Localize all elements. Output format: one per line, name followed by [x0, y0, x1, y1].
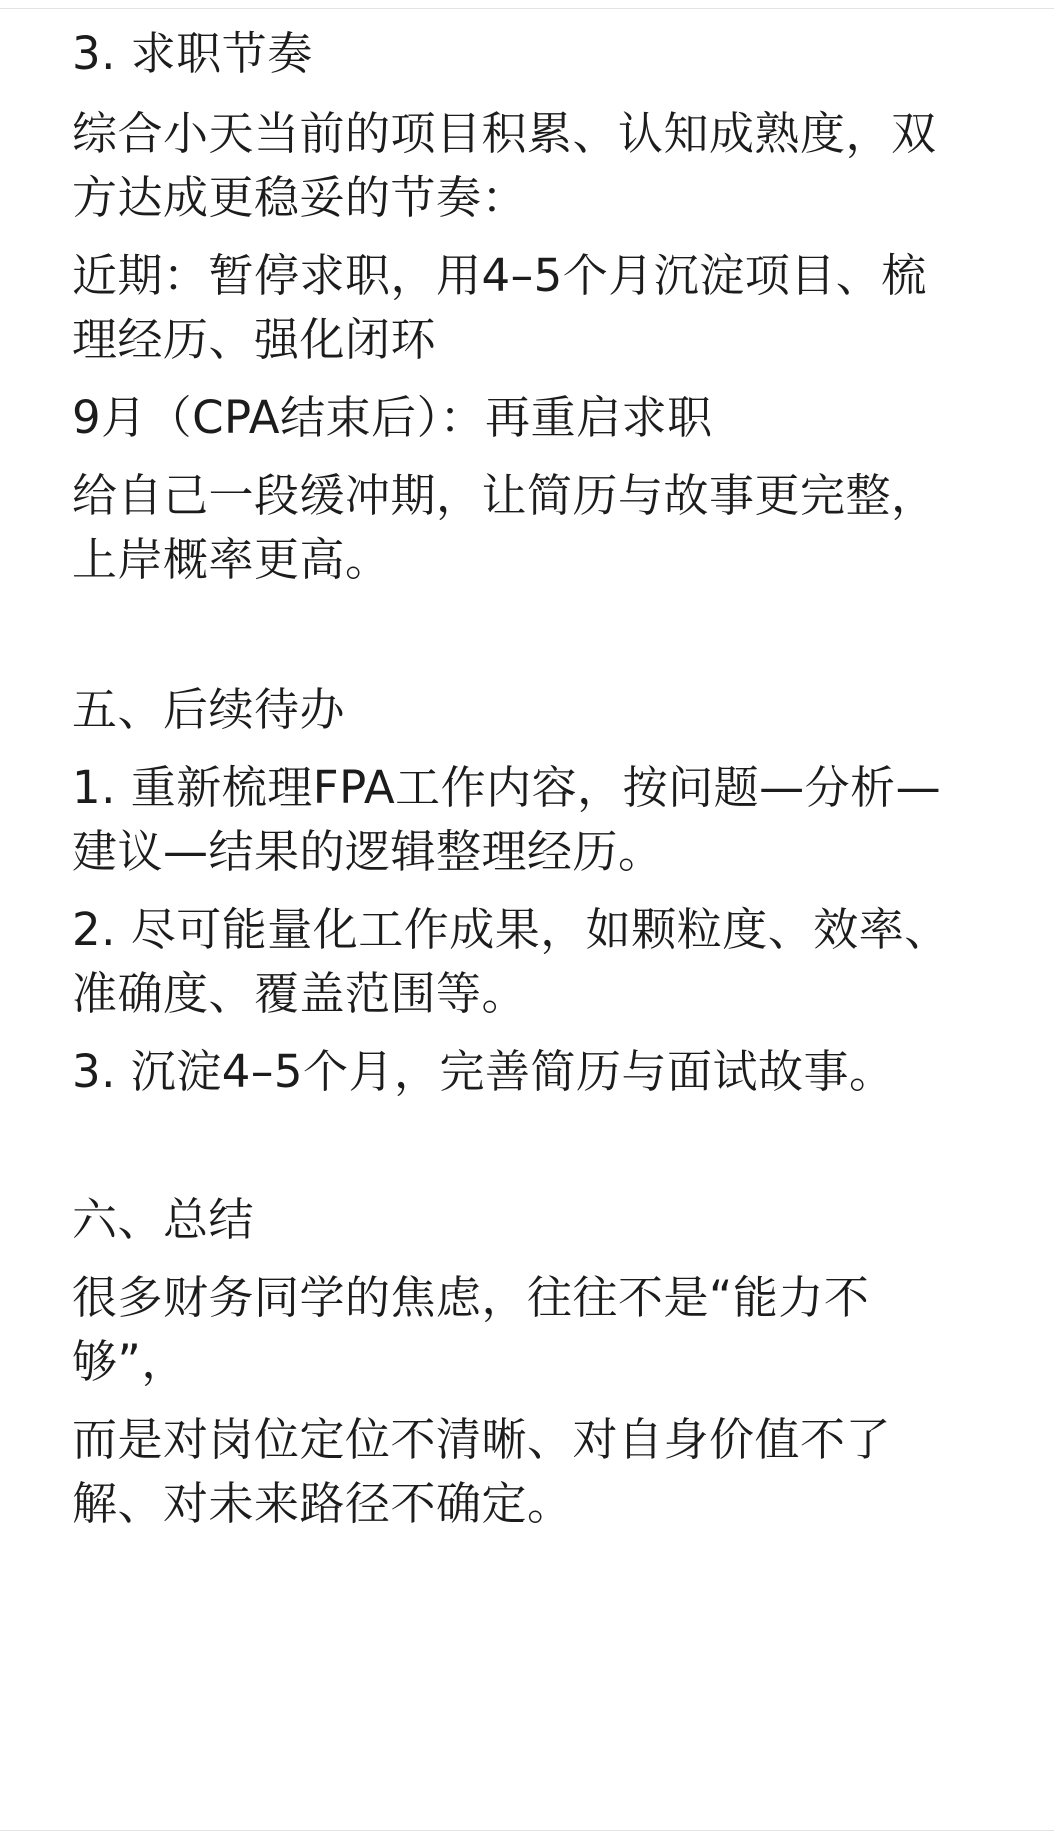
paragraph-line: 解、对未来路径不确定。: [72, 1477, 573, 1530]
paragraph-line: 近期：暂停求职，用4–5个月沉淀项目、梳: [72, 249, 927, 302]
subsection-heading-job-rhythm: 3. 求职节奏: [72, 27, 313, 80]
section-heading-summary: 六、总结: [72, 1193, 255, 1246]
bottom-divider: [0, 1830, 1054, 1831]
paragraph-line: 方达成更稳妥的节奏：: [72, 171, 528, 224]
paragraph-line: 很多财务同学的焦虑，往往不是“能力不: [72, 1271, 870, 1324]
list-item-line: 准确度、覆盖范围等。: [72, 967, 528, 1020]
paragraph-line: 上岸概率更高。: [72, 533, 391, 586]
paragraph-line: 够”，: [72, 1335, 187, 1388]
list-item-line: 3. 沉淀4–5个月，完善简历与面试故事。: [72, 1045, 895, 1098]
list-item-line: 2. 尽可能量化工作成果，如颗粒度、效率、: [72, 903, 950, 956]
list-item-line: 1. 重新梳理FPA工作内容，按问题—分析—: [72, 761, 942, 814]
list-item-line: 建议—结果的逻辑整理经历。: [72, 825, 664, 878]
section-heading-follow-up-todos: 五、后续待办: [72, 683, 346, 736]
top-divider: [0, 8, 1054, 9]
paragraph-line: 9月（CPA结束后）：再重启求职: [72, 391, 713, 444]
paragraph-line: 综合小天当前的项目积累、认知成熟度，双: [72, 107, 937, 160]
paragraph-line: 给自己一段缓冲期，让简历与故事更完整，: [72, 469, 937, 522]
paragraph-line: 理经历、强化闭环: [72, 313, 437, 366]
paragraph-line: 而是对岗位定位不清晰、对自身价值不了: [72, 1413, 892, 1466]
